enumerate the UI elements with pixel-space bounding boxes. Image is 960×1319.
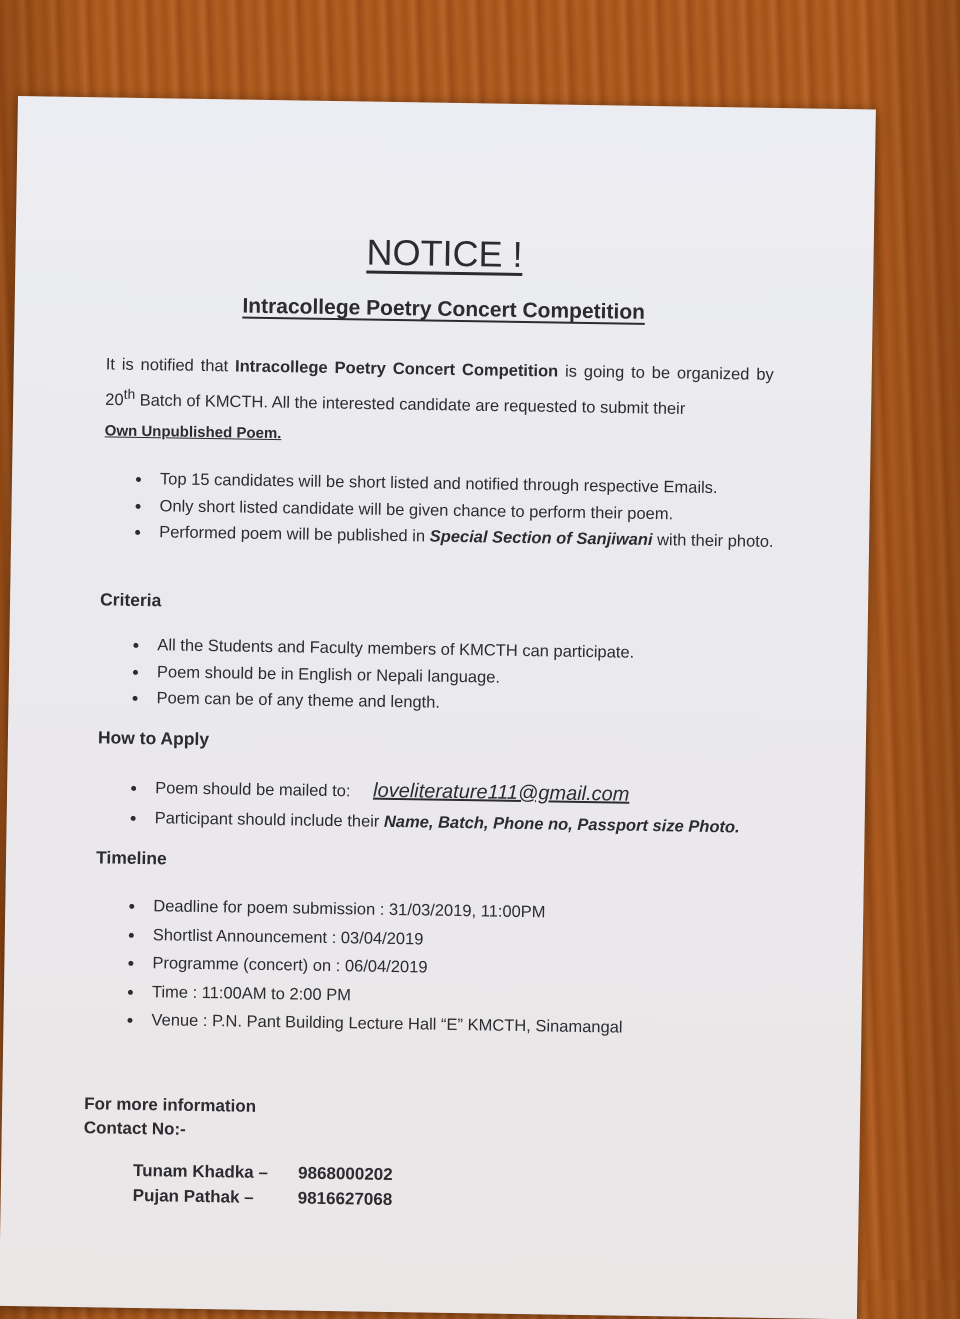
list-item: • Only short listed candidate will be given chance to perform their poem. bbox=[151, 493, 801, 530]
list-item: • All the Students and Faculty members of KMCTH can participate. bbox=[149, 632, 799, 669]
contact-phone: 9868000202 bbox=[297, 1163, 393, 1185]
contact-line2: Contact No:- bbox=[83, 1118, 186, 1139]
bullet3-emph: Special Section of Sanjiwani bbox=[429, 527, 653, 550]
contact-person bbox=[133, 1186, 393, 1210]
intro-paragraph bbox=[105, 349, 774, 456]
intro-bold: Intracollege Poetry Concert Competition bbox=[234, 357, 559, 381]
apply-heading: How to Apply bbox=[97, 727, 210, 750]
intro-prefix: It is notified that bbox=[105, 355, 229, 376]
intro-underline: Own Unpublished Poem. bbox=[104, 421, 282, 442]
list-item: • Poem can be of any theme and length. bbox=[148, 685, 798, 722]
contact-person bbox=[133, 1161, 393, 1185]
include-label: Participant should include their bbox=[154, 809, 380, 831]
notice-subtitle: Intracollege Poetry Concert Competition bbox=[242, 294, 646, 324]
contact-line1: For more information bbox=[84, 1094, 257, 1116]
contact-name: Pujan Pathak – bbox=[132, 1185, 254, 1207]
list-item: • Top 15 candidates will be short listed and notified through respective Emails. bbox=[152, 466, 802, 503]
list-item: • Poem should be in English or Nepali language. bbox=[149, 659, 799, 696]
list-item: • Time : 11:00AM to 2:00 PM bbox=[144, 978, 804, 1017]
timeline-list bbox=[119, 892, 805, 1045]
notice-paper bbox=[0, 96, 876, 1319]
apply-list bbox=[122, 772, 807, 844]
criteria-heading: Criteria bbox=[99, 589, 162, 611]
notice-title: NOTICE ! bbox=[366, 231, 523, 275]
contact-name: Tunam Khadka – bbox=[132, 1160, 269, 1183]
contact-phone: 9816627068 bbox=[297, 1188, 393, 1210]
intro-mid1: is going to be organized by 20 bbox=[105, 362, 774, 410]
criteria-list bbox=[124, 632, 799, 722]
timeline-heading: Timeline bbox=[95, 847, 167, 869]
list-item: • Venue : P.N. Pant Building Lecture Hall “E” KMCTH, Sinamangal bbox=[143, 1006, 803, 1045]
contact-block bbox=[84, 1092, 257, 1143]
email-link[interactable]: loveliterature111@gmail.com bbox=[372, 779, 630, 806]
list-item: • Shortlist Announcement : 03/04/2019 bbox=[145, 921, 805, 960]
info-list bbox=[127, 466, 802, 556]
intro-mid2: Batch of KMCTH. All the interested candidate are requested to submit their bbox=[139, 391, 686, 419]
mail-label: Poem should be mailed to: bbox=[155, 779, 351, 801]
bullet3-suffix: with their photo. bbox=[656, 531, 774, 551]
include-items: Name, Batch, Phone no, Passport size Photo. bbox=[383, 812, 740, 837]
list-item: • Deadline for poem submission : 31/03/2019, 11:00PM bbox=[145, 892, 805, 931]
list-item: • Programme (concert) on : 06/04/2019 bbox=[144, 949, 804, 988]
bullet3-prefix: Performed poem will be published in bbox=[159, 523, 426, 546]
intro-sup: th bbox=[123, 386, 136, 402]
